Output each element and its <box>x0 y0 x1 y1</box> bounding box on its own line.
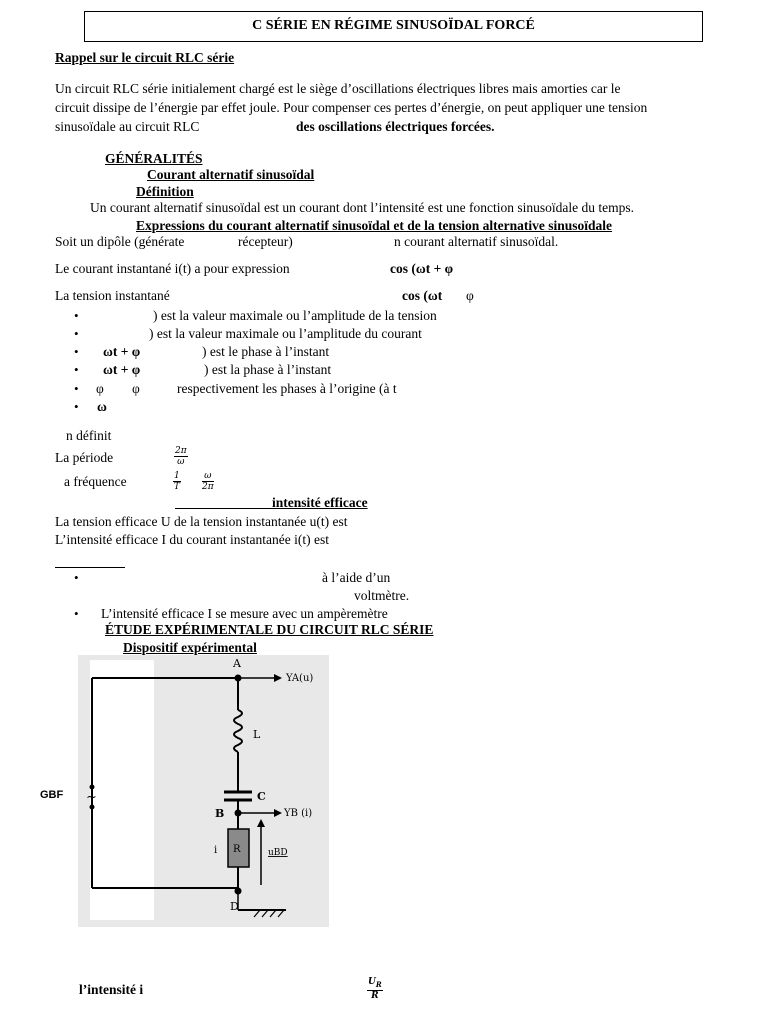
rappel-line-3a: sinusoïdale au circuit RLC <box>55 119 200 134</box>
ur-numerator <box>367 977 383 991</box>
ur-numerator-sub: R <box>375 979 382 989</box>
label-d: D <box>230 900 239 913</box>
circuit-diagram <box>78 655 329 927</box>
periode-label: La période <box>55 450 114 465</box>
label-ya: YA(u) <box>286 673 314 684</box>
tension-expression-phi: φ <box>466 288 474 303</box>
frequence-numerator-2: ω <box>202 471 214 482</box>
bullet-5-phi-u: φ <box>96 381 104 396</box>
bullet-dot: • <box>74 606 79 621</box>
label-l: L <box>253 728 261 741</box>
frequence-denominator-2: 2π <box>202 482 214 492</box>
courant-alternatif-heading: Courant alternatif sinusoïdal <box>147 167 315 182</box>
blank-rule <box>55 567 125 568</box>
bullet-3-text: ) est le phase à l’instant <box>202 344 330 359</box>
efficace-bullet-2: L’intensité efficace I se mesure avec un ampèremètre <box>101 606 388 621</box>
periode-numerator: 2π <box>175 446 187 456</box>
generalites-heading: GÉNÉRALITÉS <box>105 151 203 166</box>
bullet-3-formula: ωt + φ <box>103 344 141 359</box>
gbf-terminal-bottom <box>90 805 95 810</box>
bullet-dot: • <box>74 381 79 396</box>
periode-fraction <box>174 446 188 467</box>
bullet-4-formula: ωt + φ <box>103 362 141 377</box>
tension-expression-label: La tension instantané <box>55 288 170 303</box>
ur-denominator: R <box>371 990 379 1001</box>
title-box <box>84 11 703 42</box>
yb-arrow-head <box>274 809 282 817</box>
soit-dipole-a: Soit un dipôle (générate <box>55 234 185 249</box>
bullet-dot: • <box>74 399 79 414</box>
rappel-line-2: circuit dissipe de l’énergie par effet joule. Pour compenser ces pertes d’énergie, on peut appliquer une tension <box>55 100 648 115</box>
ground-hatch <box>254 910 284 917</box>
courant-expression-formula: cos (ωt + φ <box>390 261 454 276</box>
frequence-label: a fréquence <box>64 474 127 489</box>
efficace-heading-rule <box>175 508 272 509</box>
ubd-arrow-head <box>257 819 265 827</box>
bullet-dot: • <box>74 362 79 377</box>
efficace-bullet-1b: voltmètre. <box>354 588 410 603</box>
frequence-fraction-2 <box>202 471 214 492</box>
intensite-efficace-text: L’intensité efficace I du courant instantanée i(t) est <box>55 532 330 547</box>
bullet-5-phi-i: φ <box>132 381 140 396</box>
bullet-4-text: ) est la phase à l’instant <box>204 362 332 377</box>
definition-text: Un courant alternatif sinusoïdal est un courant dont l’intensité est une fonction sinusoïdale du temps. <box>90 200 635 215</box>
bullet-dot: • <box>74 308 79 323</box>
frequence-numerator-1: 1 <box>174 471 180 481</box>
bullet-dot: • <box>74 344 79 359</box>
frequence-denominator-1: T <box>173 482 180 492</box>
label-b: B <box>215 807 225 820</box>
definition-heading: Définition <box>136 184 194 199</box>
circuit-svg <box>78 655 329 927</box>
bullet-1-text: ) est la valeur maximale ou l’amplitude de la tension <box>153 308 437 323</box>
tension-expression-formula: cos (ωt <box>402 288 443 303</box>
expressions-heading: Expressions du courant alternatif sinusoïdal et de la tension alternative sinusoïdale <box>136 218 613 233</box>
dispositif-heading: Dispositif expérimental <box>123 640 257 655</box>
label-a: A <box>233 657 241 670</box>
label-ubd: uBD <box>268 848 288 858</box>
label-c: C <box>257 790 266 803</box>
tension-efficace-text: La tension efficace U de la tension instantanée u(t) est <box>55 514 348 529</box>
rappel-heading: Rappel sur le circuit RLC série <box>55 50 235 65</box>
gbf-terminal-top <box>90 785 95 790</box>
bullet-6-omega: ω <box>97 399 107 414</box>
bullet-dot: • <box>74 570 79 585</box>
white-panel <box>90 660 154 920</box>
ya-arrow-head <box>274 674 282 682</box>
gbf-label: GBF <box>40 789 64 801</box>
rappel-line-3b: des oscillations électriques forcées. <box>296 119 495 134</box>
soit-dipole-c: n courant alternatif sinusoïdal. <box>394 234 559 249</box>
gbf-symbol: ~ <box>86 790 97 805</box>
courant-expression-label: Le courant instantané i(t) a pour expression <box>55 261 290 276</box>
label-r: R <box>233 844 241 855</box>
frequence-fraction-1 <box>173 471 181 492</box>
periode-denominator: ω <box>177 457 185 467</box>
efficace-heading: intensité efficace <box>272 495 368 510</box>
page-title: C SÉRIE EN RÉGIME SINUSOÏDAL FORCÉ <box>252 18 535 33</box>
inductor-coil <box>234 710 242 752</box>
on-definit-text: n définit <box>66 428 112 443</box>
soit-dipole-b: récepteur) <box>238 234 293 249</box>
intensite-i-label: l’intensité i <box>79 982 144 997</box>
bullet-2-text: ) est la valeur maximale ou l’amplitude du courant <box>149 326 422 341</box>
bullet-dot: • <box>74 326 79 341</box>
rappel-line-1: Un circuit RLC série initialement chargé est le siège d’oscillations électriques libres mais amorties car le <box>55 81 621 96</box>
label-i: i <box>214 845 218 856</box>
bullet-5-text: respectivement les phases à l’origine (à t <box>177 381 397 396</box>
ur-over-r-fraction <box>367 977 383 1001</box>
label-yb: YB (i) <box>284 808 313 819</box>
etude-heading: ÉTUDE EXPÉRIMENTALE DU CIRCUIT RLC SÉRIE <box>105 622 434 637</box>
efficace-bullet-1: à l’aide d’un <box>322 570 391 585</box>
ur-numerator-letter: U <box>368 977 376 987</box>
